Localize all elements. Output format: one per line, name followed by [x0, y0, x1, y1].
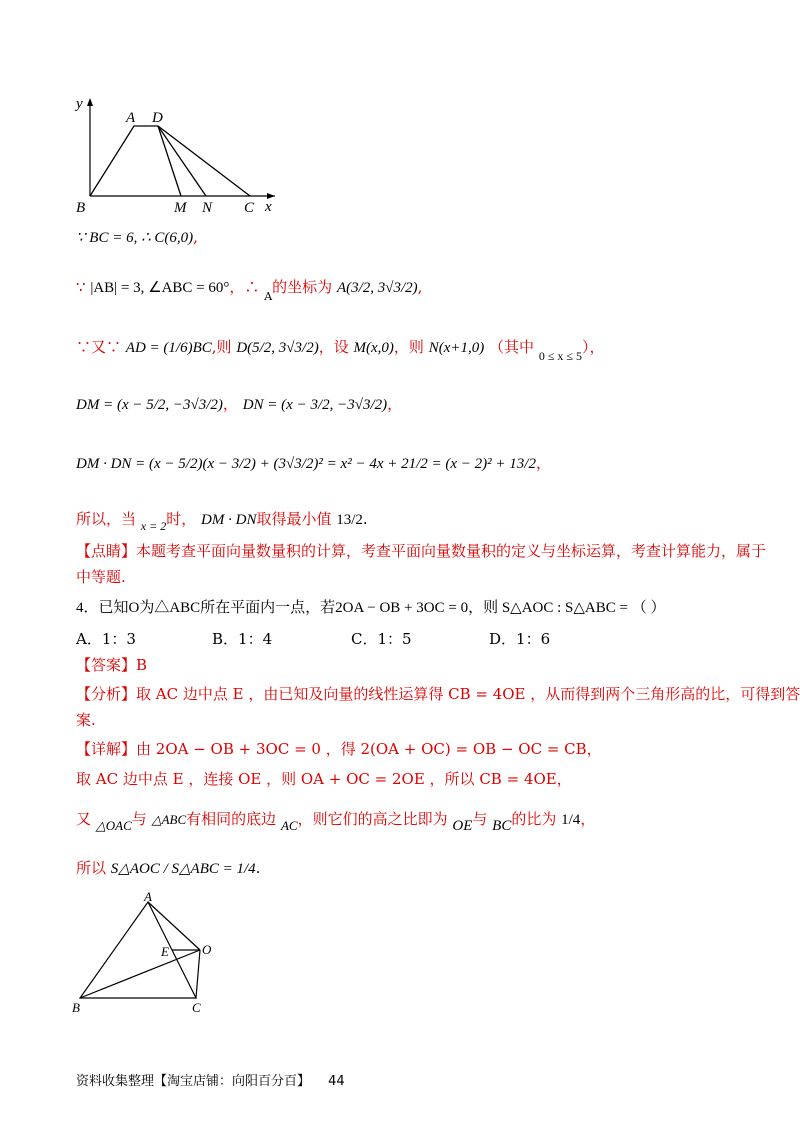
coord-N: N(x+1,0) — [428, 340, 485, 356]
label-x: x — [265, 199, 272, 215]
label-M: M — [174, 200, 187, 216]
min-value: 13/2 — [336, 512, 363, 528]
bc-text: ∵ BC = 6, ∴ C(6,0) — [76, 230, 194, 246]
coord-A: A(3/2, 3√3/2) — [336, 280, 418, 296]
answer-tag: 【答案】 — [76, 656, 137, 674]
page-number: 44 — [328, 1074, 345, 1089]
ad-math: AD = (1/6)BC — [125, 340, 212, 356]
footer — [76, 1070, 345, 1089]
line-ad: ∵又∵ AD = (1/6)BC,则 D(5/2, 3√3/2)，设 M(x,0)，则 N(x+1,0) （其中 $_{0 \le x \le 5}$）， — [76, 338, 605, 363]
tri-label-A: A — [144, 890, 152, 904]
label-C: C — [244, 200, 255, 216]
analysis-cont: 案. — [76, 711, 96, 729]
analysis: 【分析】取 AC 边中点 E ，由已知及向量的线性运算得 CB = 4OE ，从而得到两个三角形高的比，可得到答 — [76, 685, 800, 703]
dianjing-tag: 【点睛】 — [76, 542, 137, 560]
question-4-text: 4．已知O为△ABC所在平面内一点，若2OA − OB + 3OC = 0，则 S△AOC : S△ABC = （ ） — [76, 600, 666, 616]
tri-label-E: E — [161, 944, 169, 959]
line-dm-dn: DM = (x − 5/2, −3√3/2)， DN = (x − 3/2, −3√3/2)， — [76, 395, 403, 413]
option-B: B．1：4 — [212, 630, 273, 648]
dianjing-cont: 中等题. — [76, 568, 126, 586]
vector-dm: DM = (x − 5/2, −3√3/2) — [76, 397, 223, 413]
option-C: C．1：5 — [351, 630, 412, 648]
dianjing: 【点睛】本题考查平面向量数量积的计算，考查平面向量数量积的定义与坐标运算，考查计算能力，属于 — [76, 542, 767, 560]
label-N: N — [202, 200, 213, 216]
analysis-tag: 【分析】 — [76, 685, 137, 703]
area-ratio: S△AOC / S△ABC = 1/4 — [110, 861, 256, 877]
figure-trapezoid — [70, 92, 290, 220]
option-A: A．1：3 — [76, 630, 136, 648]
label-y: y — [76, 96, 83, 112]
line-bc: ∵ BC = 6, ∴ C(6,0), — [76, 228, 198, 246]
x-range: 0 ≤ x ≤ 5 — [538, 349, 582, 363]
ab-math: |AB| = 3, ∠ABC = 60° — [90, 280, 230, 296]
question-4 — [76, 596, 665, 619]
tri-label-C: C — [192, 1000, 201, 1015]
answer-value: B — [136, 656, 148, 674]
line-min: 所以，当 $_{x = 2}$时， DM · DN取得最小值 13/2. — [76, 510, 368, 533]
figure-triangle — [68, 890, 228, 1018]
answer — [76, 654, 147, 676]
detail-3: 又 △OAC与 △ABC有相同的底边 AC，则它们的高之比即为 OE与 BC的比为 1/4， — [76, 810, 596, 834]
tri-label-B: B — [72, 1000, 80, 1015]
detail-tag: 【详解】 — [76, 740, 137, 758]
label-D: D — [152, 110, 163, 126]
line-dot-product: DM · DN = (x − 5/2)(x − 3/2) + (3√3/2)² = x² − 4x + 21/2 = (x − 2)² + 13/2， — [76, 454, 551, 472]
option-D: D．1：6 — [489, 630, 551, 648]
vector-dn: DN = (x − 3/2, −3√3/2) — [242, 397, 388, 413]
ratio-value: 1/4 — [561, 812, 581, 828]
footer-text: 资料收集整理【淘宝店铺：向阳百分百】 — [76, 1074, 311, 1089]
label-A: A — [126, 110, 136, 126]
detail-4: 所以 S△AOC / S△ABC = 1/4. — [76, 859, 261, 877]
dot-product: DM · DN = (x − 5/2)(x − 3/2) + (3√3/2)² = x² − 4x + 21/2 = (x − 2)² + 13/2 — [76, 456, 536, 472]
label-B: B — [76, 200, 86, 216]
coord-D: D(5/2, 3√3/2) — [236, 340, 319, 356]
line-ab: ∵ |AB| = 3, ∠ABC = 60°，∴ $_A$的坐标为 A(3/2, 3√3/2), — [76, 278, 423, 303]
detail-1: 【详解】由 2OA − OB + 3OC = 0 ，得 2(OA + OC) = OB − OC = CB， — [76, 740, 602, 758]
detail-2: 取 AC 边中点 E ，连接 OE ，则 OA + OC = 2OE ，所以 CB = 4OE， — [76, 770, 572, 788]
coord-M: M(x,0) — [353, 340, 394, 356]
tri-label-O: O — [202, 942, 212, 957]
